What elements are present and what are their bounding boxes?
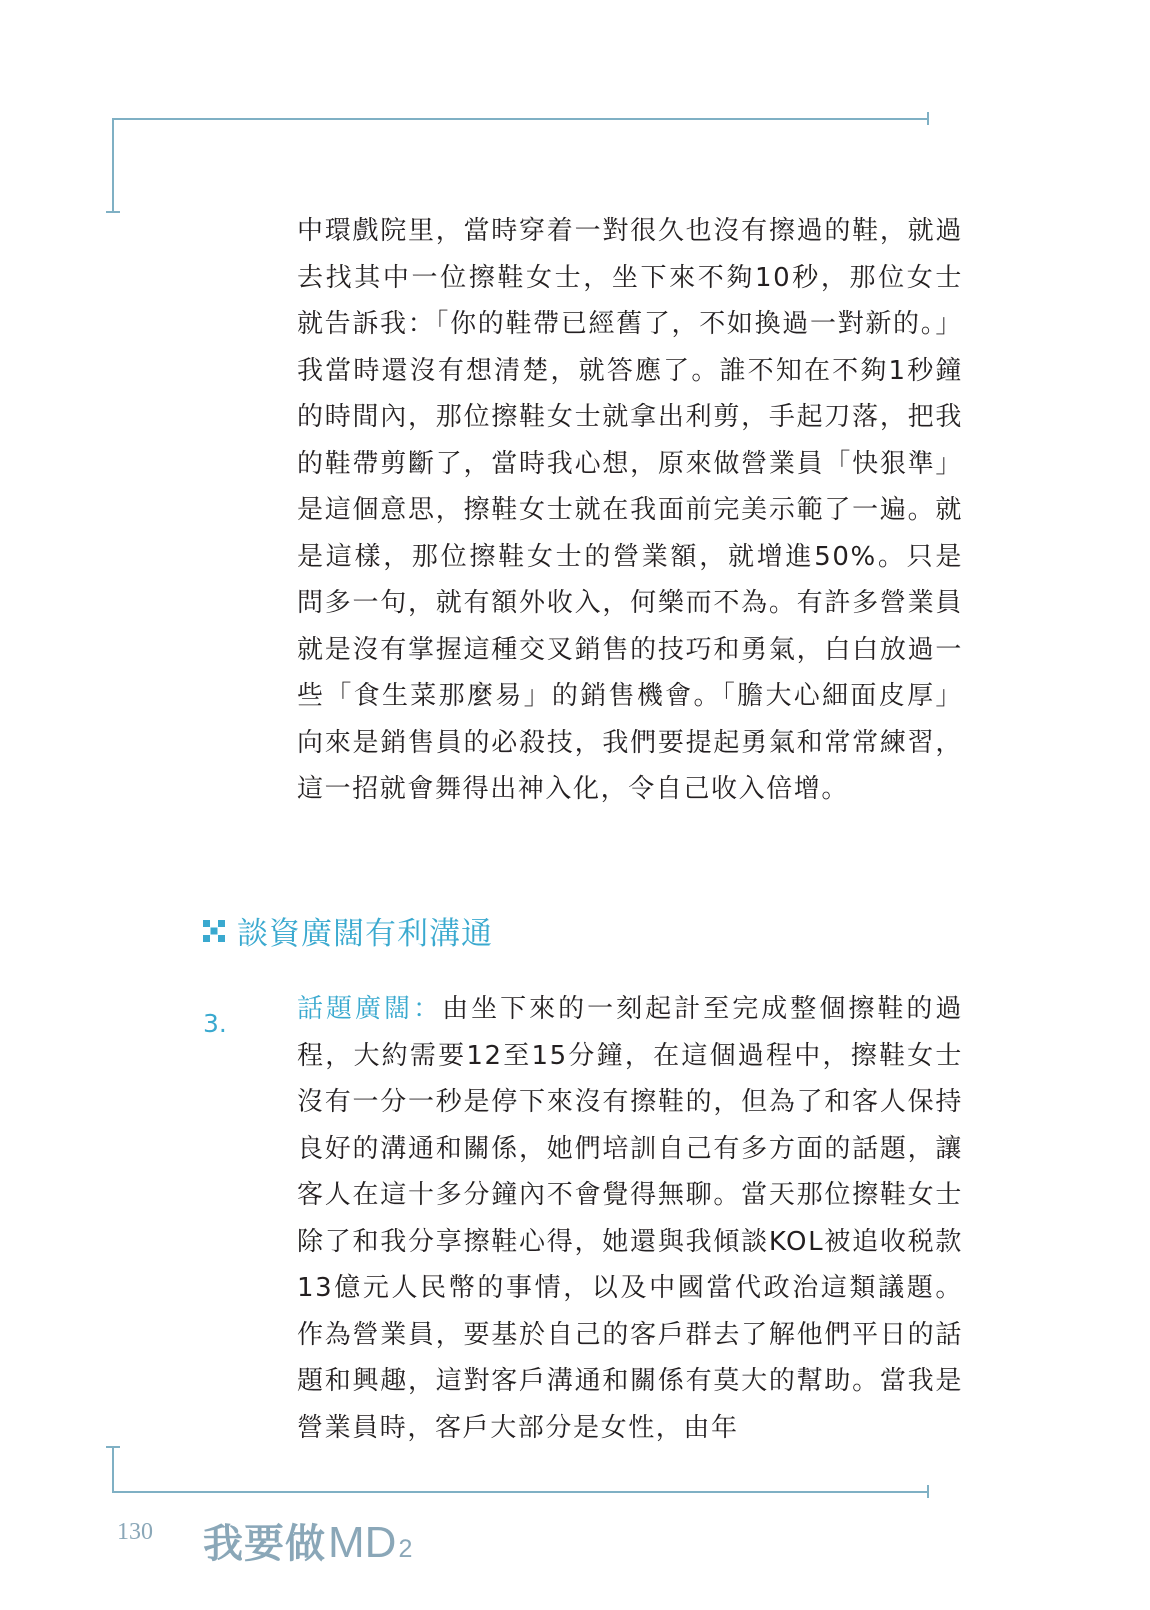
section-heading-text: 談資廣闊有利溝通 [237,916,493,952]
body-paragraph: 中環戲院里，當時穿着一對很久也沒有擦過的鞋，就過去找其中一位擦鞋女士，坐下來不夠10秒，那位女士就告訴我：「你的鞋帶已經舊了，不如換過一對新的。」我當時還沒有想清楚，就答應了。誰不知在不夠1秒鐘的時間內，那位擦鞋女士就拿出利剪，手起刀落，把我的鞋帶剪斷了，當時我心想，原來做營業員「快狠準」是這個意思，擦鞋女士就在我面前完美示範了一遍。就是這樣，那位擦鞋女士的營業額，就增進50%。只是問多一句，就有額外收入，何樂而不為。有許多營業員就是沒有掌握這種交叉銷售的技巧和勇氣，白白放過一些「食生菜那麼易」的銷售機會。「膽大心細面皮厚」向來是銷售員的必殺技，我們要提起勇氣和常常練習，這一招就會舞得出神入化，令自己收入倍增。 [297,216,963,804]
item-paragraph [297,986,963,1451]
item-lead: 話題廣闊： [297,994,443,1024]
frame-top-left-end [106,211,120,213]
logo-md: MD [328,1518,397,1567]
book-logo [203,1512,412,1569]
checker-square-icon [203,920,225,942]
frame-bottom-right-tick [927,1485,929,1498]
item-text: 由坐下來的一刻起計至完成整個擦鞋的過程，大約需要12至15分鐘，在這個過程中，擦鞋女士沒有一分一秒是停下來沒有擦鞋的，但為了和客人保持良好的溝通和關係，她們培訓自己有多方面的話題，讓客人在這十多分鐘內不會覺得無聊。當天那位擦鞋女士除了和我分享擦鞋心得，她還與我傾談KOL被追收税款13億元人民幣的事情，以及中國當代政治這類議題。作為營業員，要基於自己的客戶群去了解他們平日的話題和興趣，這對客戶溝通和關係有莫大的幫助。當我是營業員時，客戶大部分是女性，由年 [297,994,963,1443]
frame-bottom-left-tick [112,1446,114,1493]
frame-top-left-tick [112,118,114,212]
frame-bottom-left-end [106,1446,120,1448]
frame-bottom-line [112,1491,928,1493]
logo-suffix: 2 [398,1535,413,1563]
item-number: 3. [203,1009,227,1038]
frame-top-line [112,118,928,120]
page-number: 130 [117,1519,153,1545]
section-heading [203,908,493,953]
logo-title: 我要做 [203,1521,326,1567]
frame-top-right-tick [927,112,929,125]
